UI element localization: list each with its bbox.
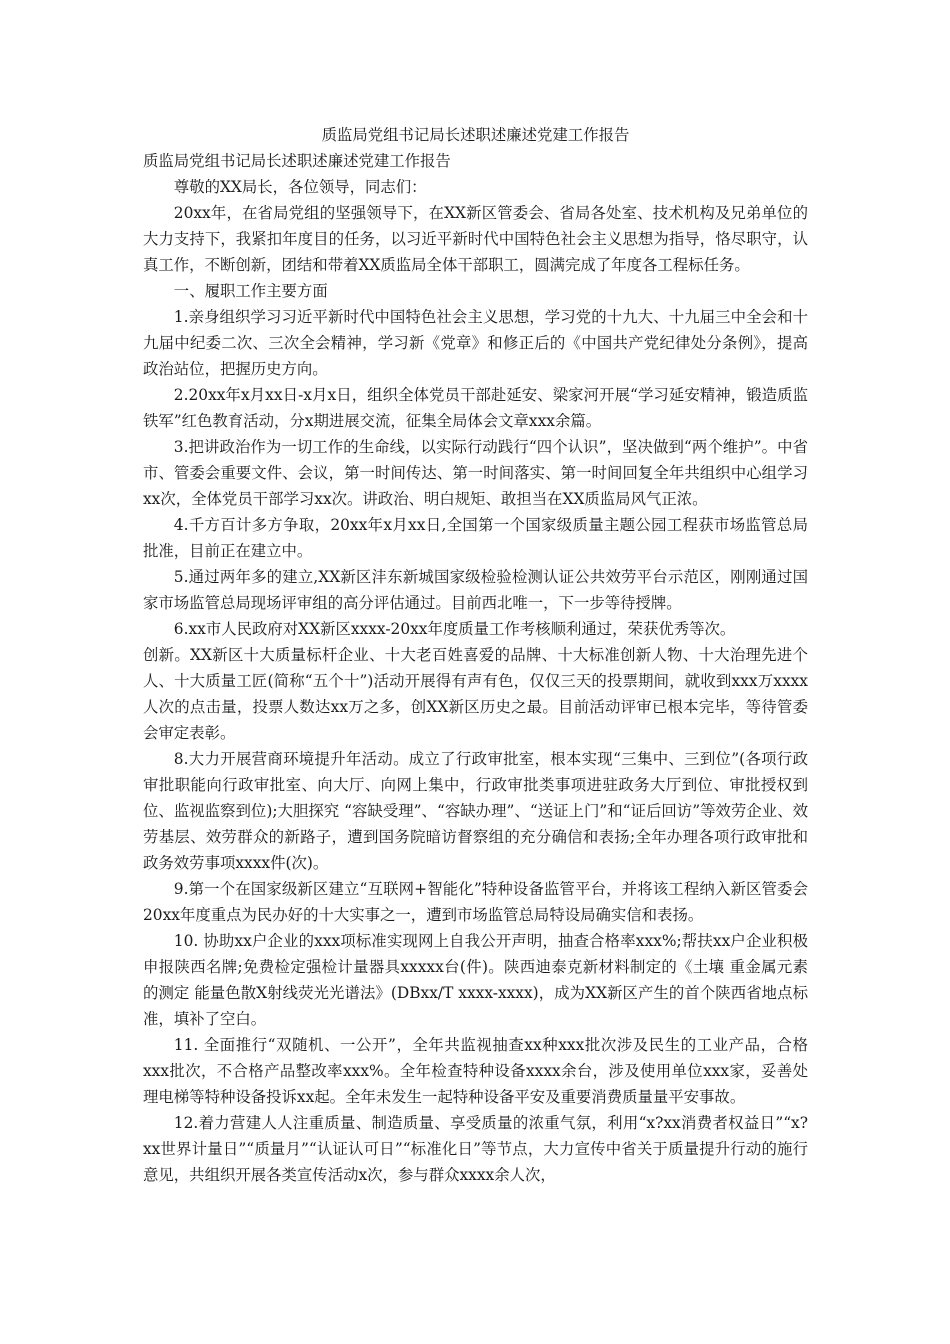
paragraph-item-3: 3.把讲政治作为一切工作的生命线，以实际行动践行“四个认识”，坚决做到“两个维护”。中省市、管委会重要文件、会议，第一时间传达、第一时间落实、第一时间回复全年共组织中心组学习xx次，全体党员干部学习xx次。讲政治、明白规矩、敢担当在XX质监局风气正浓。 [143,438,808,508]
paragraph-item-9: 9.第一个在国家级新区建立“互联网+智能化”特种设备监管平台，并将该工程纳入新区管委会20xx年度重点为民办好的十大实事之一，遭到市场监管总局特设局确实信和表扬。 [143,880,808,924]
paragraph-item-6: 6.xx市人民政府对XX新区xxxx-20xx年度质量工作考核顺利通过，荣获优秀等次。 [173,620,736,638]
paragraph-item-11: 11. 全面推行“双随机、一公开”，全年共监视抽查xx种xxx批次涉及民生的工业产品，合格xxx批次，不合格产品整改率xxx%。全年检查特种设备xxxx余台，涉及使用单位xxx家，妥善处理电梯等特种设备投诉xx起。全年未发生一起特种设备平安及重要消费质量量平安事故。 [143,1036,808,1106]
document-title: 质监局党组书记局长述职述廉述党建工作报告 [321,126,630,144]
paragraph-item-1: 1.亲身组织学习习近平新时代中国特色社会主义思想，学习党的十九大、十九届三中全会和十九届中纪委二次、三次全会精神，学习新《党章》和修正后的《中国共产党纪律处分条例》，提高政治站位，把握历史方向。 [143,308,808,378]
paragraph-item-8: 8.大力开展营商环境提升年活动。成立了行政审批室，根本实现“三集中、三到位”(各项行政审批职能向行政审批室、向大厅、向网上集中，行政审批类事项进驻政务大厅到位、审批授权到位、监视监察到位);大胆探究 “容缺受理”、“容缺办理”、“送证上门”和“证后回访”等效劳企业、效劳基层、效劳群众的新路子，遭到国务院暗访督察组的充分确信和表扬;全年办理各项行政审批和政务效劳事项xxxx件(次)。 [143,750,808,872]
paragraph-salutation: 尊敬的XX局长，各位领导，同志们： [173,178,427,196]
section-heading-1: 一、履职工作主要方面 [173,282,328,300]
paragraph-item-7-continued: 创新。XX新区十大质量标杆企业、十大老百姓喜爱的品牌、十大标准创新人物、十大治理先进个人、十大质量工匠(简称“五个十”)活动开展得有声有色，仅仅三天的投票期间，就收到xxx万xxxx人次的点击量，投票人数达xx万之多，创XX新区历史之最。目前活动评审已根本完毕，等待管委会审定表彰。 [143,646,808,742]
document-subtitle: 质监局党组书记局长述职述廉述党建工作报告 [143,152,451,170]
paragraph-intro: 20xx年，在省局党组的坚强领导下，在XX新区管委会、省局各处室、技术机构及兄弟单位的大力支持下，我紧扣年度目的任务，以习近平新时代中国特色社会主义思想为指导，恪尽职守，认真工作，不断创新，团结和带着XX质监局全体干部职工，圆满完成了年度各工程标任务。 [143,204,808,274]
paragraph-item-5: 5.通过两年多的建立,XX新区沣东新城国家级检验检测认证公共效劳平台示范区，刚刚通过国家市场监管总局现场评审组的高分评估通过。目前西北唯一，下一步等待授牌。 [143,568,808,612]
document-body [143,122,808,1188]
paragraph-item-12: 12.着力营建人人注重质量、制造质量、享受质量的浓重气氛，利用“x?xx消费者权益日”“x?xx世界计量日”“质量月”“认证认可日”“标准化日”等节点，大力宣传中省关于质量提升行动的施行意见，共组织开展各类宣传活动x次，参与群众xxxx余人次， [143,1114,808,1184]
paragraph-item-2: 2.20xx年x月xx日-x月x日，组织全体党员干部赴延安、梁家河开展“学习延安精神，锻造质监铁军”红色教育活动，分x期进展交流，征集全局体会文章xxx余篇。 [143,386,808,430]
paragraph-item-4: 4.千方百计多方争取，20xx年x月xx日,全国第一个国家级质量主题公园工程获市场监管总局批准，目前正在建立中。 [143,516,808,560]
paragraph-item-10: 10. 协助xx户企业的xxx项标准实现网上自我公开声明，抽查合格率xxx%;帮扶xx户企业积极申报陕西名牌;免费检定强检计量器具xxxxx台(件)。陕西迪泰克新材料制定的《土壤 重金属元素的测定 能量色散X射线荧光光谱法》(DBxx/T xxxx-xxxx)，成为XX新区产生的首个陕西省地点标准，填补了空白。 [143,932,808,1028]
